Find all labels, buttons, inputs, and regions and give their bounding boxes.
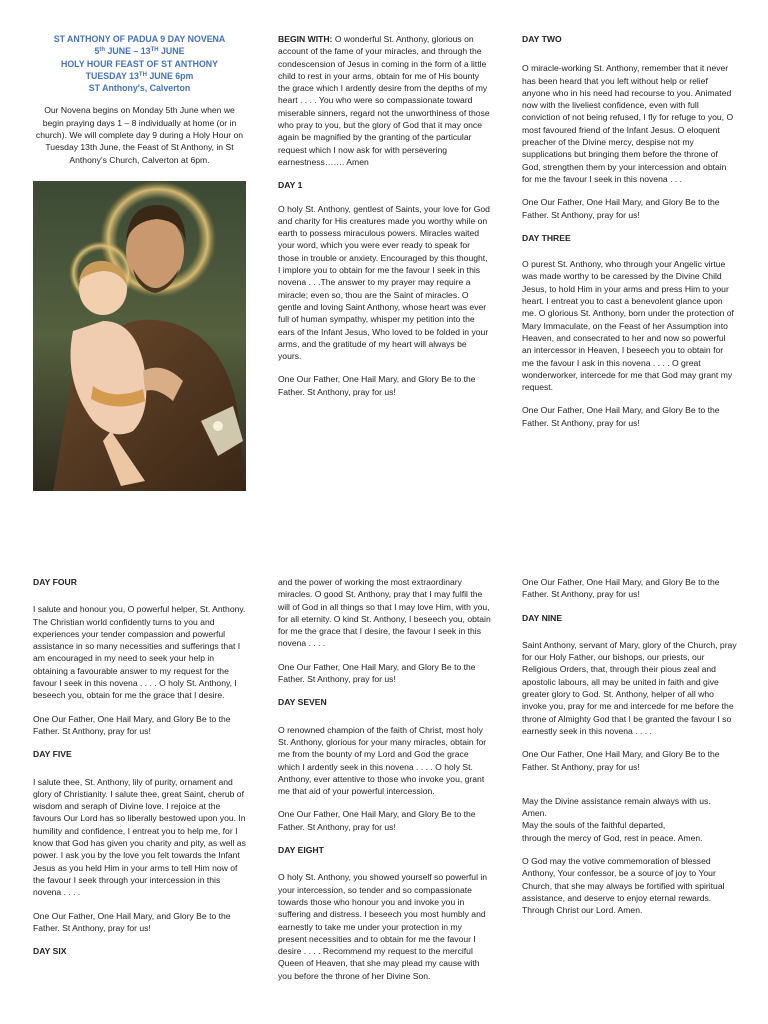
- blessing-line-3: May the souls of the faithful departed,: [522, 820, 666, 831]
- closing-prayer: One Our Father, One Hail Mary, and Glory Be to the Father. St Anthony, pray for us!: [522, 577, 720, 600]
- blessing-line-1: May the Divine assistance remain always with us.: [522, 795, 711, 806]
- holy-hour-date: TUESDAY 13TH JUNE 6pm: [85, 70, 194, 81]
- day-1-heading: DAY 1: [278, 180, 303, 191]
- day-8-heading: DAY EIGHT: [278, 845, 324, 856]
- intro-paragraph: Our Novena begins on Monday 5th June when we begin praying days 1 – 8 individually at home (or in church). We will complete day 9 during a Holy Hour on Tuesday 13th June, the Feast of St Anthony, in St Anthony's Church, Calverton at 6pm.: [35, 105, 244, 165]
- church-name: ST Anthony's, Calverton: [88, 83, 191, 94]
- begin-with-paragraph: BEGIN WITH: O wonderful St. Anthony, glorious on account of the fame of your miracles, and through the condescension of Jesus in coming in the form of a little child to rest in your arms, obtain for me of His bounty the grace which I ardently desire from the depths of my heart . . . . You who were so compassionate toward miserable sinners, regard not the unworthiness of those who pray to you, but the glory of God that it may once again be magnified by the granting of the particular request which I now ask for with persevering earnestness……. Amen: [278, 34, 490, 167]
- day-4-heading: DAY FOUR: [33, 577, 77, 587]
- closing-prayer: One Our Father, One Hail Mary, and Glory Be to the Father. St Anthony, pray for us!: [522, 749, 720, 772]
- day-nine-column: [522, 576, 737, 928]
- closing-prayer: One Our Father, One Hail Mary, and Glory Be to the Father. St Anthony, pray for us!: [33, 910, 231, 933]
- begin-with-label: BEGIN WITH:: [278, 34, 333, 44]
- begin-column: [278, 33, 491, 409]
- day-3-heading: DAY THREE: [522, 232, 571, 243]
- day-5-prayer: I salute thee, St. Anthony, lily of purity, ornament and glory of Christianity. I salute thee, great Saint, cherub of wisdom and seraph of Divine love. I rejoice at the favours Our Lord has so liberally bestowed upon you. In humility and confidence, I entreat you to help me, for I know that God has given you charity and pity, as well as power. I ask you by the love you felt towards the Infant Jesus as you held Him in your arms to tell Him now of the favour I seek through your intercession in this novena . . . .: [33, 776, 246, 898]
- blessing-line-4: through the mercy of God, rest in peace. Amen.: [522, 832, 703, 843]
- novena-dates: 5th JUNE – 13TH JUNE: [94, 46, 185, 57]
- day-7-prayer: O renowned champion of the faith of Christ, most holy St. Anthony, glorious for your many miracles, obtain for me from the bounty of my Lord and God the grace which I ardently seek in this novena . . . . O holy St. Anthony, ever attentive to those who invoke you, grant me that aid of your powerful intercession.: [278, 724, 487, 797]
- day-5-heading: DAY FIVE: [33, 749, 72, 760]
- day-6-prayer-continued: and the power of working the most extraordinary miracles. O good St. Anthony, pray that I may fulfil the will of God in all things so that I may love Him, with you, for all eternity. O kind St. Anthony, I beseech you, obtain for me the grace that I desire, the favour I seek in this novena . . . .: [278, 577, 491, 649]
- holy-hour-heading: HOLY HOUR FEAST OF ST ANTHONY: [60, 58, 219, 69]
- closing-prayer: One Our Father, One Hail Mary, and Glory Be to the Father. St Anthony, pray for us!: [522, 197, 720, 220]
- novena-title: ST ANTHONY OF PADUA 9 DAY NOVENA: [53, 34, 226, 44]
- day-2-heading: DAY TWO: [522, 34, 562, 44]
- day-4-prayer: I salute and honour you, O powerful helper, St. Anthony. The Christian world confidently turns to you and experiences your tender compassion and powerful assistance in so many necessities and sufferings that I am encouraged in my need to seek your help in obtaining a favourable answer to my request for the favour I seek in this novena . . . . O holy St. Anthony, I beseech you, obtain for me the grace that I desire.: [33, 604, 246, 701]
- closing-prayer: One Our Father, One Hail Mary, and Glory Be to the Father. St Anthony, pray for us!: [33, 713, 231, 736]
- closing-prayer: One Our Father, One Hail Mary, and Glory Be to the Father. St Anthony, pray for us!: [278, 809, 476, 832]
- st-anthony-image: [33, 181, 246, 491]
- final-prayer: O God may the votive commemoration of blessed Anthony, Your confessor, be a source of joy to Your Church, that she may always be fortified with spiritual assistance, and deserve to enjoy eternal rewards. Through Christ our Lord. Amen.: [522, 856, 725, 916]
- closing-prayer: One Our Father, One Hail Mary, and Glory Be to the Father. St Anthony, pray for us!: [278, 374, 476, 397]
- day-9-prayer: Saint Anthony, servant of Mary, glory of the Church, pray for our Holy Father, our bishops, our priests, our Religious Orders, that, through their pious zeal and apostolic labours, all may be united in faith and give greater glory to God. St. Anthony, helper of all who invoke you, pray for me and intercede for me before the throne of Almighty God that I be granted the favour I so earnestly seek in this novena . . . .: [522, 639, 737, 736]
- day-6-heading: DAY SIX: [33, 946, 67, 957]
- day-1-prayer: O holy St. Anthony, gentlest of Saints, your love for God and charity for His creatures made you worthy while on earth to possess miraculous powers. Miracles waited your word, which you were ever ready to speak for those in trouble or anxiety. Encouraged by this thought, I implore you to obtain for me the favour I seek in this novena . . .The answer to my prayer may require a miracle; even so, thou are the Saint of miracles. O gentle and loving Saint Anthony, whose heart was ever full of human sympathy, whisper my petition into the ears of the Infant Jesus, Who loved to be folded in your arms, and the gratitude of my heart will always be yours.: [278, 203, 490, 362]
- day-3-prayer: O purest St. Anthony, who through your Angelic virtue was made worthy to be caressed by the Divine Child Jesus, to hold Him in your arms and press Him to your heart. I entreat you to cast a benevolent glance upon me. O glorious St. Anthony, born under the protection of Mary Immaculate, on the Feast of her Assumption into Heaven, and consecrated to her and now so powerful an intercessor in Heaven, I beseech you to obtain for me the favour I ask in this novena . . . . O great wonderworker, intercede for me that God may grant my request.: [522, 259, 734, 393]
- day-six-eight-column: [278, 576, 491, 993]
- day-9-heading: DAY NINE: [522, 612, 563, 623]
- day-2-prayer: O miracle-working St. Anthony, remember that it never has been heard that you left without help or relief anyone who in his need had recourse to you. Animated now with the liveliest confidence, even with full conviction of not being refused, I fly for refuge to you, O most favoured friend of the Infant Jesus. O eloquent preacher of the Divine mercy, despise not my supplications but bringing them before the throne of God, strengthen them by your intercession and obtain for me the favour I seek in this novena . . .: [522, 63, 734, 184]
- day-7-heading: DAY SEVEN: [278, 697, 327, 708]
- day-8-prayer: O holy St. Anthony, you showed yourself so powerful in your intercession, so tender and so compassionate towards those who honour you and invoke you in suffering and distress. I beseech you most humbly and earnestly to take me under your protection in my present necessities and to obtain for me the favour I desire . . . . Recommend my request to the merciful Queen of Heaven, that she may plead my cause with you before the throne of her Divine Son.: [278, 872, 488, 981]
- closing-prayer: One Our Father, One Hail Mary, and Glory Be to the Father. St Anthony, pray for us!: [522, 405, 720, 428]
- blessing-line-2: Amen.: [522, 808, 547, 819]
- header-column: [33, 33, 246, 177]
- closing-prayer: One Our Father, One Hail Mary, and Glory Be to the Father. St Anthony, pray for us!: [278, 661, 476, 685]
- day-four-five-column: [33, 576, 246, 968]
- day-two-three-column: [522, 33, 737, 440]
